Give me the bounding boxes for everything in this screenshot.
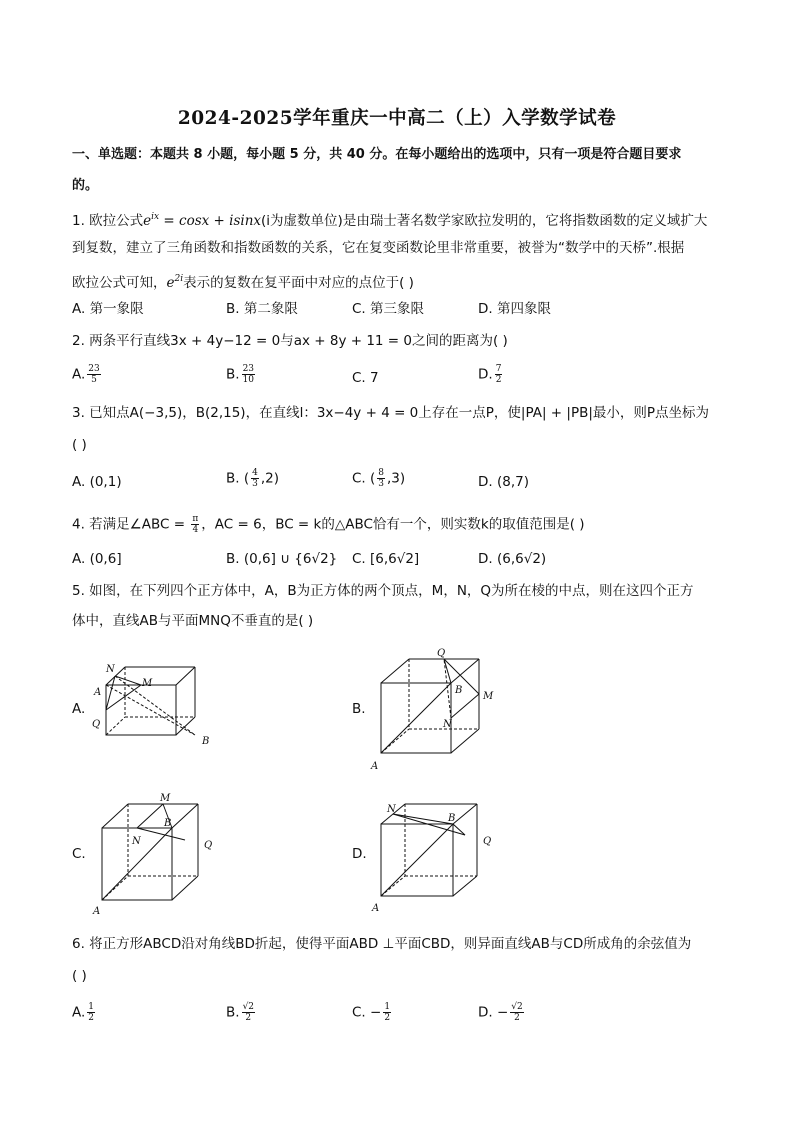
q3-option-d[interactable]: D. (8,7) [478, 474, 529, 490]
page-title: 2024-2025学年重庆一中高二（上）入学数学试卷 [177, 108, 617, 129]
q5b-point-q: Q [437, 648, 446, 659]
q5c-point-b: B [164, 818, 172, 829]
q2-option-c[interactable]: C. 7 [352, 370, 379, 386]
q5-figure-a-label[interactable]: A. [72, 701, 86, 717]
q4-option-c[interactable]: C. [6,6√2] [352, 551, 420, 567]
q5-figure-b-label[interactable]: B. [352, 701, 366, 717]
q5c-point-a: A [93, 906, 101, 917]
q5-figure-c-label[interactable]: C. [72, 846, 86, 862]
q2-option-b[interactable]: B. $\frac{23}{10}$ [226, 364, 255, 385]
q3-line1: 3. 已知点A(−3,5)，B(2,15)，在直线l：3x−4y + 4 = 0上存在一点P，使|PA| + |PB|最小，则P点坐标为 [72, 405, 710, 421]
q1-option-c[interactable]: C. 第三象限 [352, 301, 425, 317]
q5-line2: 体中，直线AB与平面MNQ不垂直的是( ) [72, 613, 314, 629]
q6-option-d[interactable]: D. − $\frac{√2}{2}$ [478, 1002, 523, 1023]
q5-line1: 5. 如图，在下列四个正方体中，A，B为正方体的两个顶点，M，N，Q为所在棱的中点，则在这四个正方 [72, 583, 694, 599]
q4-option-b[interactable]: B. (0,6] ∪ {6√2} [226, 551, 338, 567]
q6-option-c[interactable]: C. − $\frac{1}{2}$ [352, 1002, 391, 1023]
q3-option-b[interactable]: B. ( $\frac{4}{3}$ ,2) [226, 468, 280, 489]
q3-line2: ( ) [72, 437, 87, 453]
section-heading: 一、单选题：本题共 8 小题，每小题 5 分，共 40 分。在每小题给出的选项中，只有一项是符合题目要求 [72, 147, 682, 162]
q1-option-d[interactable]: D. 第四象限 [478, 301, 551, 317]
q4-option-a[interactable]: A. (0,6] [72, 551, 122, 567]
q1-option-a[interactable]: A. 第一象限 [72, 301, 144, 317]
q2-option-a[interactable]: A. $\frac{23}{5}$ [72, 364, 100, 385]
q1-line2: 到复数，建立了三角函数和指数函数的关系，它在复变函数论里非常重要，被誉为“数学中的天桥”.根据 [72, 240, 685, 256]
q4-option-d[interactable]: D. (6,6√2) [478, 551, 547, 567]
q6-line2: ( ) [72, 968, 87, 984]
q5d-point-a: A [372, 903, 380, 914]
q1-line1: 1. 欧拉公式$e^{ix} = \cos x + isinx(i$为虚数单位)是由瑞士著名数学家欧拉发明的，它将指数函数的定义域扩大 [72, 212, 708, 229]
q5c-point-n: N [132, 836, 141, 847]
q1-option-b[interactable]: B. 第二象限 [226, 301, 298, 317]
q5c-point-m: M [160, 793, 171, 804]
q5b-point-a: A [371, 761, 379, 772]
q5b-point-m: M [483, 691, 494, 702]
q5a-point-q: Q [92, 719, 101, 730]
q5a-point-n: N [106, 664, 115, 675]
q5b-point-n: N [443, 719, 452, 730]
q5d-point-n: N [387, 804, 396, 815]
q5c-point-q: Q [204, 840, 213, 851]
q4-stem: 4. 若满足∠ABC = $\frac{\pi}{4}$ ，AC = 6，BC = k的△ABC恰有一个，则实数k的取值范围是( ) [72, 514, 585, 535]
q5a-point-a: A [94, 687, 102, 698]
q6-line1: 6. 将正方形ABCD沿对角线BD折起，使得平面ABD ⊥平面CBD，则异面直线AB与CD所成角的余弦值为 [72, 936, 692, 952]
q3-option-c[interactable]: C. ( $\frac{8}{3}$ ,3) [352, 468, 406, 489]
q2-stem: 2. 两条平行直线3x + 4y−12 = 0与ax + 8y + 11 = 0之间的距离为( ) [72, 333, 508, 349]
q5d-point-q: Q [483, 836, 492, 847]
q5-cube-figure-d [365, 790, 505, 920]
q5-cube-figure-a [82, 655, 222, 750]
q6-option-b[interactable]: B. $\frac{√2}{2}$ [226, 1002, 255, 1023]
q5-cube-figure-b [365, 645, 505, 775]
q5-cube-figure-c [88, 790, 228, 920]
q5-figure-d-label[interactable]: D. [352, 846, 367, 862]
q5a-point-m: M [142, 678, 153, 689]
q5d-point-b: B [448, 813, 456, 824]
q5a-point-b: B [202, 736, 210, 747]
q6-option-a[interactable]: A. $\frac{1}{2}$ [72, 1002, 95, 1023]
section-heading-cont: 的。 [72, 178, 99, 193]
q3-option-a[interactable]: A. (0,1) [72, 474, 122, 490]
q5b-point-b: B [455, 685, 463, 696]
q1-line3: 欧拉公式可知，$e^{2i}$表示的复数在复平面中对应的点位于( ) [72, 274, 414, 291]
q2-option-d[interactable]: D. $\frac{7}{2}$ [478, 364, 502, 385]
